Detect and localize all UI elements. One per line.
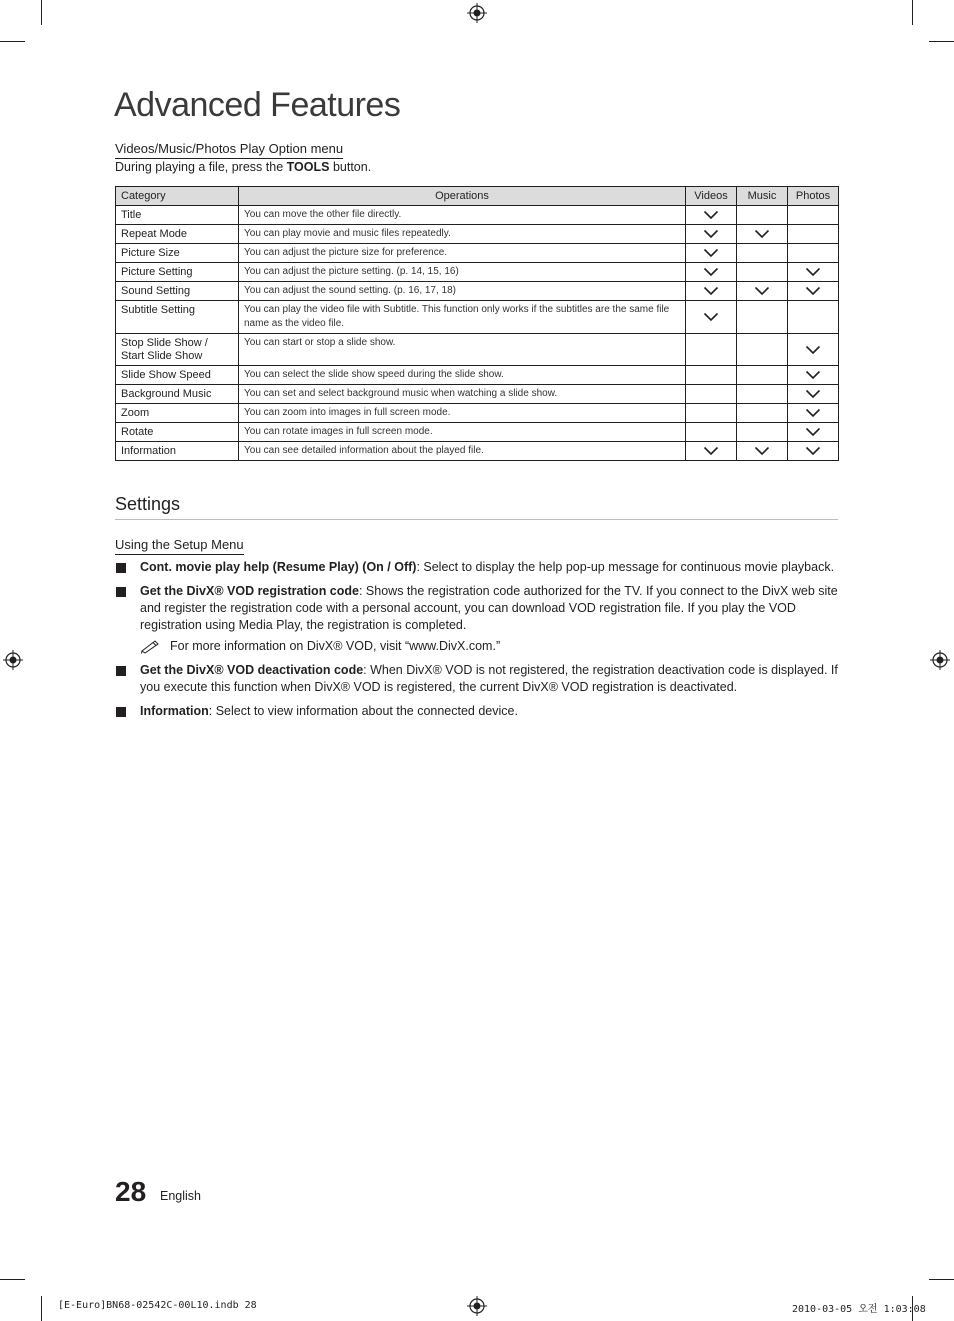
table-row <box>116 301 839 334</box>
category-cell: Title <box>116 206 239 225</box>
music-support-cell <box>737 206 788 225</box>
checkmark-icon <box>703 210 719 220</box>
pencil-note-icon <box>140 638 162 654</box>
registration-mark-icon <box>930 650 950 670</box>
crop-mark <box>41 1296 42 1321</box>
setting-description: : Shows the registration code authorized for the TV. If you connect to the DivX web site and register the registration code with a personal account, you can download VOD registration file. If you play the VOD registration using Media Play, the registration is completed. <box>140 584 838 632</box>
square-bullet-icon <box>116 666 126 676</box>
crop-mark <box>929 41 954 42</box>
videos-support-cell <box>686 225 737 244</box>
category-cell: Picture Size <box>116 244 239 263</box>
videos-support-cell <box>686 282 737 301</box>
music-support-cell <box>737 263 788 282</box>
setting-description: : When DivX® VOD is not registered, the registration deactivation code is displayed. If you execute this function when DivX® VOD is registered, the current DivX® VOD registration is deactivated. <box>140 663 838 694</box>
music-support-cell <box>737 442 788 461</box>
page-title: Advanced Features <box>114 86 401 124</box>
music-support-cell <box>737 225 788 244</box>
crop-mark <box>41 0 42 25</box>
videos-support-cell <box>686 442 737 461</box>
registration-mark-icon <box>467 1296 487 1316</box>
photos-support-cell <box>788 423 839 442</box>
table-body <box>116 206 839 461</box>
videos-support-cell <box>686 366 737 385</box>
crop-mark <box>0 1279 25 1280</box>
operation-cell: You can move the other file directly. <box>239 206 686 225</box>
checkmark-icon <box>754 446 770 456</box>
note-text: For more information on DivX® VOD, visit “www.DivX.com.” <box>170 639 501 653</box>
page-number: 28 <box>115 1176 147 1207</box>
print-slug-file: [E-Euro]BN68-02542C-00L10.indb 28 <box>58 1300 257 1311</box>
intro-text-before: During playing a file, press the <box>115 160 287 174</box>
category-cell: Information <box>116 442 239 461</box>
table-header-row <box>116 187 839 206</box>
play-option-intro <box>115 160 371 174</box>
operation-cell: You can adjust the picture size for preference. <box>239 244 686 263</box>
column-header-category: Category <box>116 187 239 206</box>
operation-cell: You can select the slide show speed during the slide show. <box>239 366 686 385</box>
column-header-photos: Photos <box>788 187 839 206</box>
table-row <box>116 263 839 282</box>
operation-cell: You can zoom into images in full screen mode. <box>239 404 686 423</box>
tools-key-label: TOOLS <box>286 160 330 174</box>
square-bullet-icon <box>116 563 126 573</box>
note <box>140 638 838 655</box>
videos-support-cell <box>686 385 737 404</box>
videos-support-cell <box>686 206 737 225</box>
checkmark-icon <box>805 370 821 380</box>
category-cell: Rotate <box>116 423 239 442</box>
category-cell: Zoom <box>116 404 239 423</box>
operation-cell: You can see detailed information about the played file. <box>239 442 686 461</box>
photos-support-cell <box>788 244 839 263</box>
checkmark-icon <box>703 267 719 277</box>
operation-cell: You can play movie and music files repeatedly. <box>239 225 686 244</box>
crop-mark <box>929 1279 954 1280</box>
table-row <box>116 442 839 461</box>
page-language: English <box>160 1189 201 1203</box>
photos-support-cell <box>788 404 839 423</box>
table-row <box>116 282 839 301</box>
photos-support-cell <box>788 334 839 366</box>
checkmark-icon <box>805 286 821 296</box>
videos-support-cell <box>686 334 737 366</box>
videos-support-cell <box>686 263 737 282</box>
operation-cell: You can start or stop a slide show. <box>239 334 686 366</box>
operation-cell: You can set and select background music when watching a slide show. <box>239 385 686 404</box>
checkmark-icon <box>703 229 719 239</box>
settings-section-title: Settings <box>115 494 838 520</box>
checkmark-icon <box>703 312 719 322</box>
checkmark-icon <box>754 286 770 296</box>
setting-term: Get the DivX® VOD registration code <box>140 584 359 598</box>
print-slug-date: 2010-03-05 오전 1:03:08 <box>792 1304 926 1315</box>
setting-term: Cont. movie play help (Resume Play) (On / Off) <box>140 560 417 574</box>
photos-support-cell <box>788 442 839 461</box>
videos-support-cell <box>686 404 737 423</box>
column-header-videos: Videos <box>686 187 737 206</box>
crop-mark <box>0 41 25 42</box>
photos-support-cell <box>788 225 839 244</box>
checkmark-icon <box>703 446 719 456</box>
photos-support-cell <box>788 385 839 404</box>
play-option-heading: Videos/Music/Photos Play Option menu <box>115 141 343 159</box>
setup-menu-heading: Using the Setup Menu <box>115 537 244 555</box>
category-cell: Background Music <box>116 385 239 404</box>
photos-support-cell <box>788 206 839 225</box>
photos-support-cell <box>788 263 839 282</box>
music-support-cell <box>737 244 788 263</box>
table-row <box>116 366 839 385</box>
music-support-cell <box>737 366 788 385</box>
table-row <box>116 244 839 263</box>
checkmark-icon <box>805 446 821 456</box>
table-row <box>116 423 839 442</box>
list-item <box>115 662 838 696</box>
operation-cell: You can adjust the sound setting. (p. 16, 17, 18) <box>239 282 686 301</box>
column-header-operations: Operations <box>239 187 686 206</box>
music-support-cell <box>737 385 788 404</box>
checkmark-icon <box>703 248 719 258</box>
checkmark-icon <box>805 267 821 277</box>
category-cell: Sound Setting <box>116 282 239 301</box>
play-option-table <box>115 186 839 461</box>
table-row <box>116 385 839 404</box>
column-header-music: Music <box>737 187 788 206</box>
videos-support-cell <box>686 244 737 263</box>
music-support-cell <box>737 301 788 334</box>
operation-cell: You can rotate images in full screen mode. <box>239 423 686 442</box>
checkmark-icon <box>805 408 821 418</box>
checkmark-icon <box>703 286 719 296</box>
setting-description: : Select to view information about the connected device. <box>208 704 518 718</box>
category-cell: Picture Setting <box>116 263 239 282</box>
category-cell: Subtitle Setting <box>116 301 239 334</box>
table-row <box>116 206 839 225</box>
list-item <box>115 559 838 576</box>
music-support-cell <box>737 282 788 301</box>
table-row <box>116 334 839 366</box>
registration-mark-icon <box>467 3 487 23</box>
checkmark-icon <box>805 345 821 355</box>
category-cell: Stop Slide Show / Start Slide Show <box>116 334 239 366</box>
setting-term: Get the DivX® VOD deactivation code <box>140 663 364 677</box>
setting-term: Information <box>140 704 209 718</box>
intro-text-after: button. <box>329 160 372 174</box>
table-row <box>116 225 839 244</box>
category-cell: Slide Show Speed <box>116 366 239 385</box>
list-item <box>115 703 838 720</box>
operation-cell: You can play the video file with Subtitle. This function only works if the subtitles are the same file name as the video file. <box>239 301 686 334</box>
photos-support-cell <box>788 366 839 385</box>
operation-cell: You can adjust the picture setting. (p. 14, 15, 16) <box>239 263 686 282</box>
music-support-cell <box>737 404 788 423</box>
photos-support-cell <box>788 282 839 301</box>
settings-list <box>115 559 838 727</box>
setup-menu-heading-wrap <box>115 536 244 555</box>
music-support-cell <box>737 334 788 366</box>
crop-mark <box>912 0 913 25</box>
category-cell: Repeat Mode <box>116 225 239 244</box>
checkmark-icon <box>754 229 770 239</box>
checkmark-icon <box>805 389 821 399</box>
registration-mark-icon <box>3 650 23 670</box>
checkmark-icon <box>805 427 821 437</box>
photos-support-cell <box>788 301 839 334</box>
videos-support-cell <box>686 301 737 334</box>
music-support-cell <box>737 423 788 442</box>
square-bullet-icon <box>116 707 126 717</box>
play-option-heading-wrap <box>115 140 343 159</box>
square-bullet-icon <box>116 587 126 597</box>
setting-description: : Select to display the help pop-up message for continuous movie playback. <box>416 560 835 574</box>
table-row <box>116 404 839 423</box>
list-item <box>115 583 838 655</box>
videos-support-cell <box>686 423 737 442</box>
